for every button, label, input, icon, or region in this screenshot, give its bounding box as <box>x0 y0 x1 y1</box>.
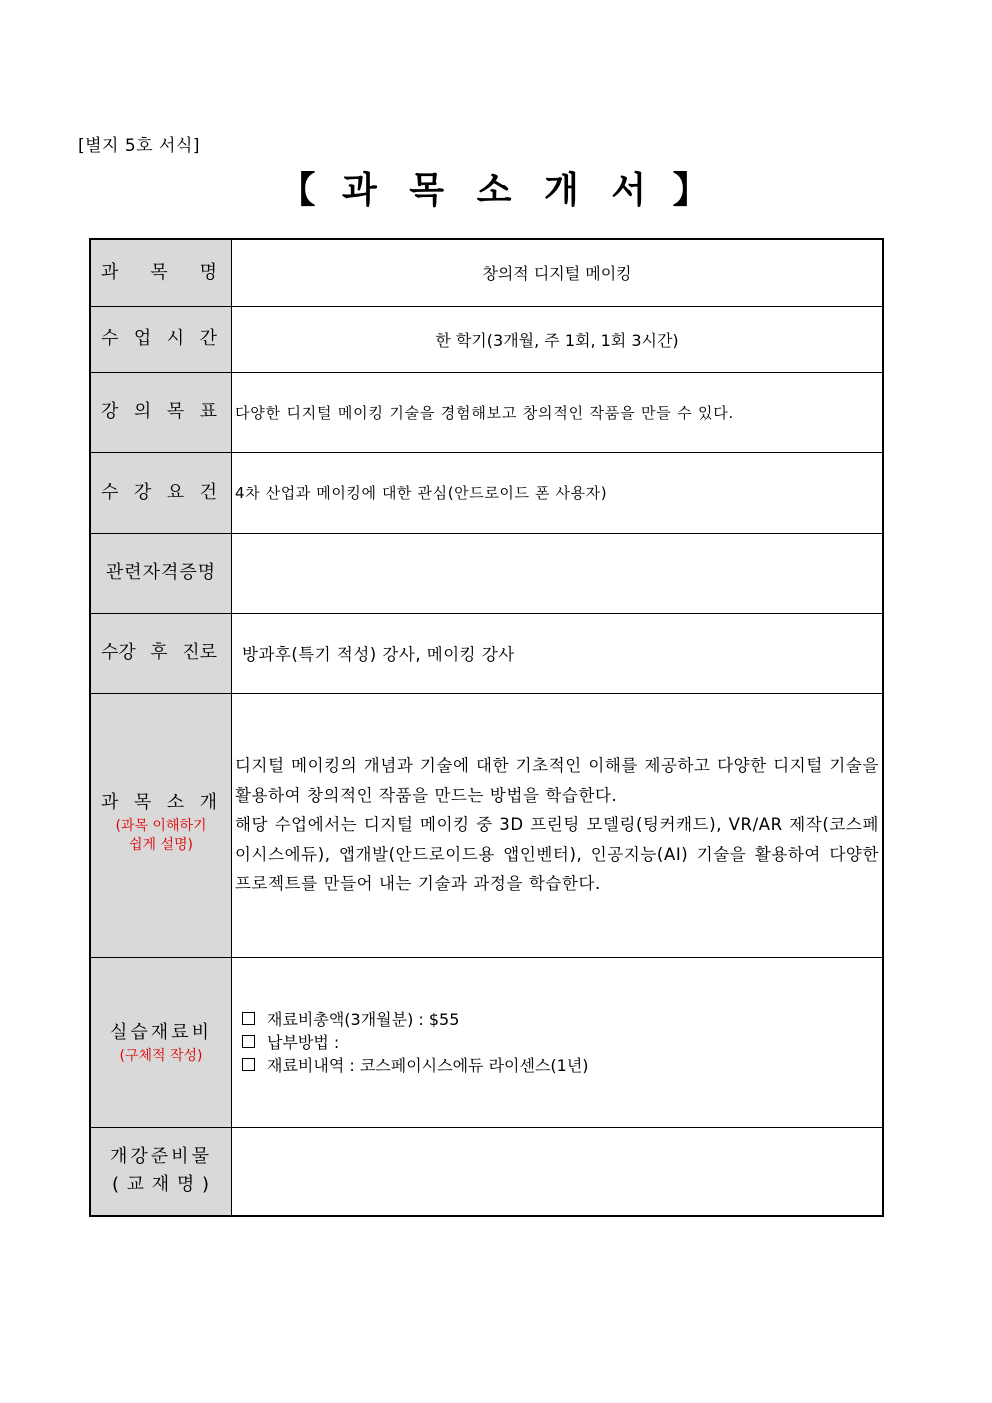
row-requirements <box>90 452 883 533</box>
label-char: 명 <box>199 261 217 283</box>
value-textbook <box>232 1127 884 1216</box>
label-sub-note: (구체적 작성) <box>119 1047 203 1064</box>
title-char: 과 <box>341 170 381 211</box>
label-career <box>90 613 232 693</box>
label-text: 개강준비물 <box>110 1146 212 1168</box>
row-certificate <box>90 533 883 613</box>
label-sub-note: 쉽게 설명) <box>128 837 193 853</box>
label-introduction <box>90 693 232 957</box>
label-char: 목 <box>166 401 185 422</box>
title-open-bracket: 【 <box>279 170 320 211</box>
row-career <box>90 613 883 693</box>
row-introduction <box>90 693 883 957</box>
label-textbook <box>90 1127 232 1216</box>
intro-paragraph: 디지털 메이킹의 개념과 기술에 대한 기초적인 이해를 제공하고 다양한 디지털 기술을 활용하여 창의적인 작품을 만드는 방법을 학습한다. <box>235 756 879 805</box>
label-materials <box>90 957 232 1127</box>
row-materials <box>90 957 883 1127</box>
label-certificate <box>90 533 232 613</box>
title-close-bracket: 】 <box>672 170 713 211</box>
title-char: 개 <box>543 170 583 211</box>
label-requirements <box>90 452 232 533</box>
label-char: 업 <box>133 328 152 349</box>
label-char: 목 <box>133 792 152 813</box>
intro-paragraph: 해당 수업에서는 디지털 메이킹 중 3D 프린팅 모델링(팅커캐드), VR/AR 제작(코스페이시스에듀), 앱개발(안드로이드용 앱인벤터), 인공지능(AI) 기술을 활용하여 다양한 프로젝트를 만들어 내는 기술과 과정을 학습한다. <box>235 815 879 894</box>
materials-item: 납부방법 : <box>232 1031 882 1054</box>
document-title <box>0 162 992 213</box>
checkbox-icon <box>242 1058 255 1071</box>
title-char: 서 <box>611 170 651 211</box>
label-char: 개 <box>199 792 217 813</box>
label-char: 표 <box>199 401 217 422</box>
label-char: 목 <box>150 261 168 283</box>
label-char: 후 <box>150 642 168 663</box>
label-char: 수 <box>101 481 119 503</box>
label-char: 과 <box>101 261 119 283</box>
row-textbook <box>90 1127 883 1216</box>
label-char: 간 <box>199 328 217 349</box>
label-objective <box>90 372 232 452</box>
value-materials <box>232 957 884 1127</box>
value-introduction <box>232 693 884 957</box>
value-career: 방과후(특기 적성) 강사, 메이킹 강사 <box>232 613 884 693</box>
title-char: 소 <box>476 170 516 211</box>
label-class-time <box>90 306 232 372</box>
materials-item: 재료비총액(3개월분) : $55 <box>232 1008 882 1031</box>
materials-item: 재료비내역 : 코스페이시스에듀 라이센스(1년) <box>232 1054 882 1077</box>
label-char: 강 <box>133 481 152 503</box>
form-number: [별지 5호 서식] <box>78 136 200 156</box>
label-char: 수 <box>101 328 119 349</box>
value-objective: 다양한 디지털 메이킹 기술을 경험해보고 창의적인 작품을 만들 수 있다. <box>232 372 884 452</box>
label-char: 진로 <box>182 642 217 663</box>
label-char: 소 <box>166 792 185 813</box>
value-requirements: 4차 산업과 메이킹에 대한 관심(안드로이드 폰 사용자) <box>232 452 884 533</box>
row-class-time <box>90 306 883 372</box>
title-char: 목 <box>409 170 449 211</box>
value-class-time: 한 학기(3개월, 주 1회, 1회 3시간) <box>232 306 884 372</box>
row-course-name <box>90 239 883 306</box>
label-char: 강 <box>101 401 119 422</box>
course-form-table <box>89 238 884 1217</box>
checkbox-icon <box>242 1012 255 1025</box>
label-text: 관련자격증명 <box>105 562 217 583</box>
label-course-name <box>90 239 232 306</box>
value-certificate <box>232 533 884 613</box>
label-text: 실습재료비 <box>110 1021 212 1043</box>
checkbox-icon <box>242 1035 255 1048</box>
label-text: ( 교 재 명 ) <box>111 1174 211 1196</box>
label-char: 의 <box>133 401 152 422</box>
label-sub-note: (과목 이해하기 <box>115 818 207 834</box>
label-char: 요 <box>166 481 185 503</box>
row-objective <box>90 372 883 452</box>
label-char: 수강 <box>101 642 136 663</box>
label-char: 과 <box>101 792 119 813</box>
value-course-name: 창의적 디지털 메이킹 <box>232 239 884 306</box>
label-char: 시 <box>166 328 185 349</box>
label-char: 건 <box>199 481 217 503</box>
